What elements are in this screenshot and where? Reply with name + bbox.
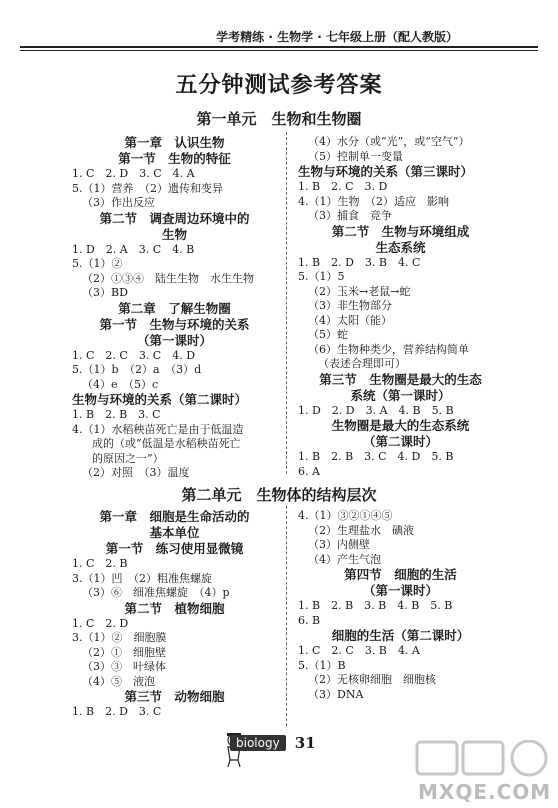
answer-line: （3）③ 叶绿体	[82, 660, 166, 673]
answer-line: 1. C 2. D 3. C 4. A	[72, 167, 195, 180]
answer-line: （3）DNA	[308, 687, 364, 701]
answer-line: 成的（或“低温是水稻秧苗死亡	[92, 437, 241, 450]
section-heading: 生物与环境的关系（第二课时）	[72, 392, 248, 407]
answer-line: 6. B	[298, 613, 321, 627]
answer-line: （4）水分（或“光”，或“空气”）	[308, 135, 470, 148]
running-header: 学考精练 · 生物学 · 七年级上册（配人教版）	[216, 30, 458, 44]
answer-line: 1. B 2. D 3. C	[72, 705, 162, 718]
page-number: 31	[294, 733, 316, 752]
column-right-unit1	[298, 135, 503, 479]
answer-line: （3）⑥ 细准焦螺旋 （4）p	[82, 586, 230, 599]
answer-line: （3）BD	[82, 286, 128, 299]
section-heading: 第三节 动物细胞	[124, 689, 225, 704]
section-heading: 生物圈是最大的生态系统	[331, 418, 470, 433]
unit-1-title: 第一单元 生物和生物圈	[196, 110, 362, 128]
answer-line: 1. B 2. B 3. C	[72, 408, 161, 421]
section-heading: 生物	[161, 226, 187, 242]
header-rule-thin	[20, 50, 538, 51]
answer-line: （2）① 细胞壁	[82, 645, 166, 659]
section-heading: 第一节 练习使用显微镜	[105, 541, 244, 556]
answer-line: 1. B 2. C 3. D	[298, 180, 388, 193]
answer-line: 1. C 2. D	[72, 616, 129, 630]
answer-line: 5.（1）营养 （2）遗传和变异	[72, 181, 223, 195]
answer-line: （2）对照 （3）温度	[82, 466, 190, 479]
answer-line: 4.（1）水稻秧苗死亡是由于低温造	[72, 422, 244, 436]
answer-line: 5.（1）5	[298, 270, 345, 283]
answer-line: （4）⑤ 液泡	[82, 674, 155, 688]
answer-line: （3）内侧壁	[308, 538, 370, 551]
answer-line: 1. B 2. B 3. C 4. D 5. B	[298, 450, 454, 463]
answer-line: 1. C 2. B	[72, 557, 128, 570]
answer-line: （3）作出反应	[82, 196, 155, 209]
answer-line: 1. D 2. A 3. C 4. B	[72, 242, 195, 256]
answer-line: （5）蛇	[308, 328, 348, 341]
subject-tag: biology	[230, 735, 286, 751]
section-heading: 第二节 调查周边环境中的	[99, 210, 250, 226]
header-rule	[20, 46, 538, 48]
section-heading: 基本单位	[149, 525, 200, 540]
section-heading: 第四节 细胞的生活	[344, 567, 457, 582]
answer-line: 3.（1）凹 （2）粗准焦螺旋	[72, 571, 212, 585]
answer-line: 3.（1）② 细胞膜	[72, 631, 167, 644]
answer-line: 1. C 2. C 3. B 4. A	[298, 644, 420, 657]
unit-2-title: 第二单元 生物体的结构层次	[181, 486, 377, 504]
section-heading: 系统（第一课时）	[350, 387, 451, 403]
column-right-unit2	[298, 509, 503, 702]
answer-line: 4.（1）③②①④⑤	[298, 509, 393, 522]
section-heading: 生态系统	[375, 239, 426, 255]
answer-line: （6）生物种类少，营养结构简单	[308, 342, 469, 356]
answer-line: （4）产生气泡	[308, 552, 381, 566]
answer-line: 5.（1）b （2）a （3）d	[72, 363, 202, 376]
section-heading: 第一章 认识生物	[124, 135, 225, 150]
section-heading: 第三节 生物圈是最大的生态	[319, 371, 482, 387]
answer-line: （2）生理盐水 碘液	[308, 523, 414, 537]
answer-line: 5.（1）B	[298, 658, 346, 672]
answer-line: 1. B 2. D 3. B 4. C	[298, 255, 421, 269]
answer-line: 1. B 2. B 3. B 4. B 5. B	[298, 599, 453, 612]
answer-line: （4）太阳（能）	[308, 313, 392, 327]
section-heading: 第二节 植物细胞	[124, 600, 225, 616]
answer-line: （3）非生物部分	[308, 299, 392, 312]
answer-line: （2）无核卵细胞 细胞核	[308, 673, 436, 686]
column-divider	[286, 132, 287, 474]
section-heading: 细胞的生活（第二课时）	[331, 628, 470, 643]
answer-line: 1. C 2. C 3. C 4. D	[72, 348, 196, 362]
column-divider-2	[286, 506, 287, 726]
section-heading: 第一章 细胞是生命活动的	[99, 509, 250, 524]
watermark-text: MXQE.COM	[418, 780, 552, 804]
section-heading: （第一课时）	[136, 332, 212, 348]
section-heading: 第二节 生物与环境组成	[331, 223, 470, 239]
section-heading: （第一课时）	[362, 583, 438, 598]
column-left-unit2	[72, 509, 277, 720]
answer-line: 的原因之一”）	[92, 451, 164, 465]
section-heading: 生物与环境的关系（第三课时）	[298, 164, 474, 179]
answer-line: （3）捕食 竞争	[308, 209, 392, 222]
answer-line: （表述合理即可）	[318, 357, 406, 370]
answer-line: （2）①③④ 陆生生物 水生生物	[82, 271, 254, 285]
answer-line: （2）玉米→老鼠→蛇	[308, 284, 411, 298]
section-heading: 第一节 生物的特征	[118, 151, 231, 166]
page-title: 五分钟测试参考答案	[175, 73, 383, 98]
section-heading: 第二章 了解生物圈	[118, 300, 231, 316]
section-heading: （第二课时）	[362, 434, 438, 449]
answer-line: 5.（1）②	[72, 257, 123, 270]
answer-line: （4）e （5）c	[82, 377, 159, 391]
footer	[230, 732, 316, 750]
answer-line: 6. A	[298, 464, 320, 478]
answer-line: 4.（1）生物 （2）适应 影响	[298, 194, 449, 208]
column-left-unit1	[72, 135, 277, 481]
answer-line: （5）控制单一变量	[308, 149, 403, 163]
answer-line: 1. D 2. D 3. A 4. B 5. B	[298, 403, 454, 417]
section-heading: 第一节 生物与环境的关系	[99, 316, 250, 332]
